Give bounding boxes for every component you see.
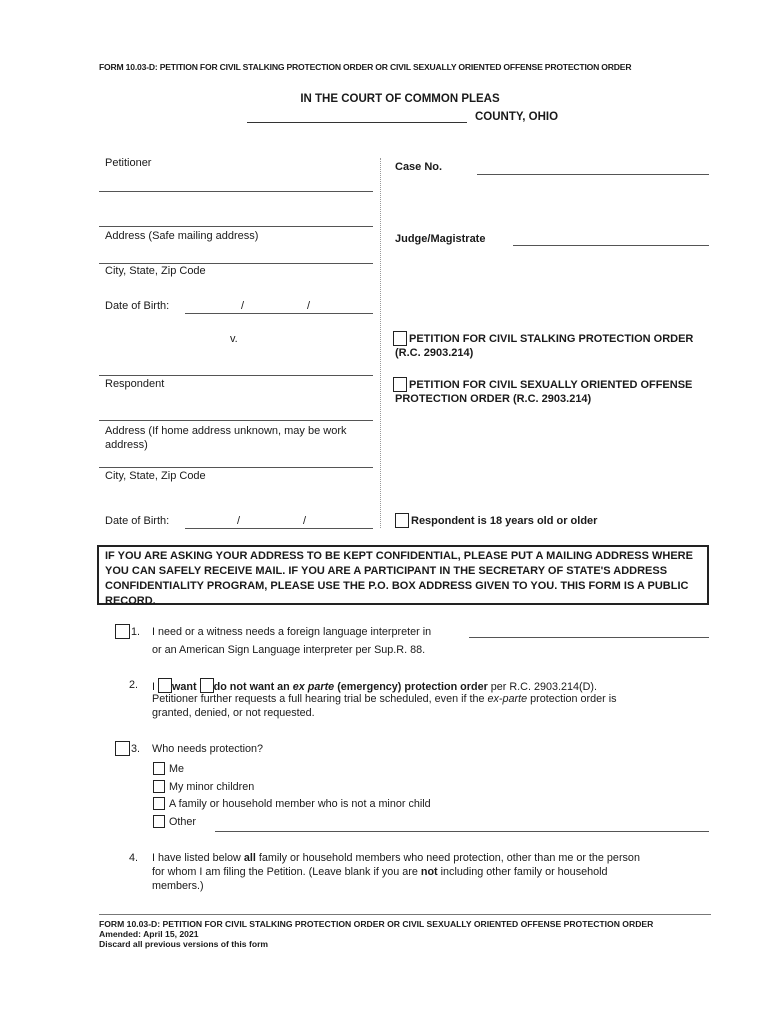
petitioner-city-line[interactable]: [99, 263, 373, 264]
dob-label: Date of Birth:: [105, 515, 170, 527]
respondent-age-label: Respondent is 18 years old or older: [411, 515, 598, 527]
not-emphasis: not: [420, 866, 438, 878]
city-state-zip-label: City, State, Zip Code: [105, 265, 206, 277]
family-members-text-b: family or household members who need protection, other than me or the person: [258, 852, 640, 864]
versus-label: v.: [230, 333, 238, 345]
county-blank-line[interactable]: [247, 122, 467, 123]
interpreter-text: I need or a witness needs a foreign language interpreter in: [152, 626, 432, 638]
respondent-name-line[interactable]: [99, 375, 373, 376]
ex-parte-term-2: ex-parte: [487, 693, 528, 705]
home-address-label: Address (If home address unknown, may be work address): [105, 425, 347, 451]
rc-citation: per R.C. 2903.214(D).: [490, 681, 597, 693]
dob-slash: /: [241, 300, 245, 312]
item-number: 1.: [131, 626, 141, 638]
item-number: 2.: [129, 679, 139, 691]
family-members-text-d: including other family or household: [440, 866, 608, 878]
dob-label: Date of Birth:: [105, 300, 170, 312]
form-title-header: FORM 10.03-D: PETITION FOR CIVIL STALKING PROTECTION ORDER OR CIVIL SEXUALLY ORIENTED OFFENSE PROTECTION ORDER: [99, 62, 632, 72]
all-emphasis: all: [243, 852, 256, 864]
footer-amended-date: Amended: April 15, 2021: [99, 929, 199, 939]
footer-discard-note: Discard all previous versions of this form: [99, 939, 269, 949]
judge-magistrate-label: Judge/Magistrate: [395, 233, 486, 245]
family-members-text: [152, 851, 640, 865]
case-number-line[interactable]: [477, 174, 709, 175]
footer-rule: [99, 914, 711, 915]
not-want-ex-parte-checkbox[interactable]: [200, 678, 214, 693]
caption-divider: [380, 158, 381, 528]
protect-minor-children-label: My minor children: [169, 781, 255, 793]
protect-me-label: Me: [169, 763, 184, 775]
sexual-offense-petition-label: PETITION FOR CIVIL SEXUALLY ORIENTED OFFENSE PROTECTION ORDER (R.C. 2903.214): [395, 379, 693, 405]
who-needs-protection-checkbox[interactable]: [115, 741, 130, 756]
want-label: want: [172, 681, 197, 693]
petitioner-address-line[interactable]: [99, 191, 373, 192]
want-ex-parte-checkbox[interactable]: [158, 678, 172, 693]
county-label: COUNTY, OHIO: [475, 111, 559, 123]
family-members-text-3: members.): [152, 880, 204, 892]
respondent-label: Respondent: [105, 378, 165, 390]
other-protected-line[interactable]: [215, 831, 709, 832]
interpreter-text-2: or an American Sign Language interpreter per Sup.R. 88.: [152, 644, 426, 656]
dob-slash: /: [307, 300, 311, 312]
family-members-text-a: I have listed below: [152, 852, 241, 864]
interpreter-checkbox[interactable]: [115, 624, 130, 639]
dob-slash: /: [237, 515, 241, 527]
case-number-label: Case No.: [395, 161, 443, 173]
petitioner-address-line-2[interactable]: [99, 226, 373, 227]
dob-slash: /: [303, 515, 307, 527]
protect-me-checkbox[interactable]: [153, 762, 165, 775]
ex-parte-term: ex parte: [292, 681, 335, 693]
ex-parte-i: I: [152, 681, 155, 693]
family-members-text-2: [152, 865, 608, 879]
full-hearing-text: [152, 692, 617, 706]
emergency-order-label: (emergency) protection order: [337, 681, 488, 693]
footer: [99, 919, 653, 949]
confidential-address-notice: IF YOU ARE ASKING YOUR ADDRESS TO BE KEPT CONFIDENTIAL, PLEASE PUT A MAILING ADDRESS WHERE YOU CAN SAFELY RECEIVE MAIL. IF YOU ARE A PARTICIPANT IN THE SECRETARY OF STATE'S ADDRESS CONFIDENTIALITY PROGRAM, PLEASE USE THE P.O. BOX ADDRESS GIVEN TO YOU. THIS FORM IS A PUBLIC RECORD.: [97, 545, 709, 605]
item-number: 3.: [131, 743, 141, 755]
protect-family-member-checkbox[interactable]: [153, 797, 165, 810]
full-hearing-text-3: granted, denied, or not requested.: [152, 707, 315, 719]
stalking-petition-label: PETITION FOR CIVIL STALKING PROTECTION ORDER (R.C. 2903.214): [395, 333, 694, 359]
petitioner-dob-line[interactable]: [185, 313, 373, 314]
interpreter-language-line[interactable]: [469, 637, 709, 638]
safe-address-label: Address (Safe mailing address): [105, 230, 259, 242]
respondent-age-checkbox[interactable]: [395, 513, 409, 528]
respondent-city-line[interactable]: [99, 467, 373, 468]
respondent-address-line[interactable]: [99, 420, 373, 421]
protect-minor-children-checkbox[interactable]: [153, 780, 165, 793]
full-hearing-text-b: protection order is: [530, 693, 617, 705]
court-name: IN THE COURT OF COMMON PLEAS: [300, 93, 500, 105]
not-want-label: do not want an: [213, 681, 290, 693]
full-hearing-text-a: Petitioner further requests a full hearing trial be scheduled, even if the: [152, 693, 485, 705]
city-state-zip-label: City, State, Zip Code: [105, 470, 206, 482]
footer-form-title: FORM 10.03-D: PETITION FOR CIVIL STALKING PROTECTION ORDER OR CIVIL SEXUALLY ORIENTED OFFENSE PROTECTION ORDER: [99, 919, 654, 929]
protect-other-label: Other: [169, 816, 197, 828]
protect-other-checkbox[interactable]: [153, 815, 165, 828]
who-needs-protection-question: Who needs protection?: [152, 743, 264, 755]
family-members-text-c: for whom I am filing the Petition. (Leave blank if you are: [152, 866, 418, 878]
respondent-dob-line[interactable]: [185, 528, 373, 529]
item-number: 4.: [129, 852, 139, 864]
petitioner-label: Petitioner: [105, 157, 152, 169]
judge-line[interactable]: [513, 245, 709, 246]
protect-family-member-label: A family or household member who is not a minor child: [169, 798, 431, 810]
